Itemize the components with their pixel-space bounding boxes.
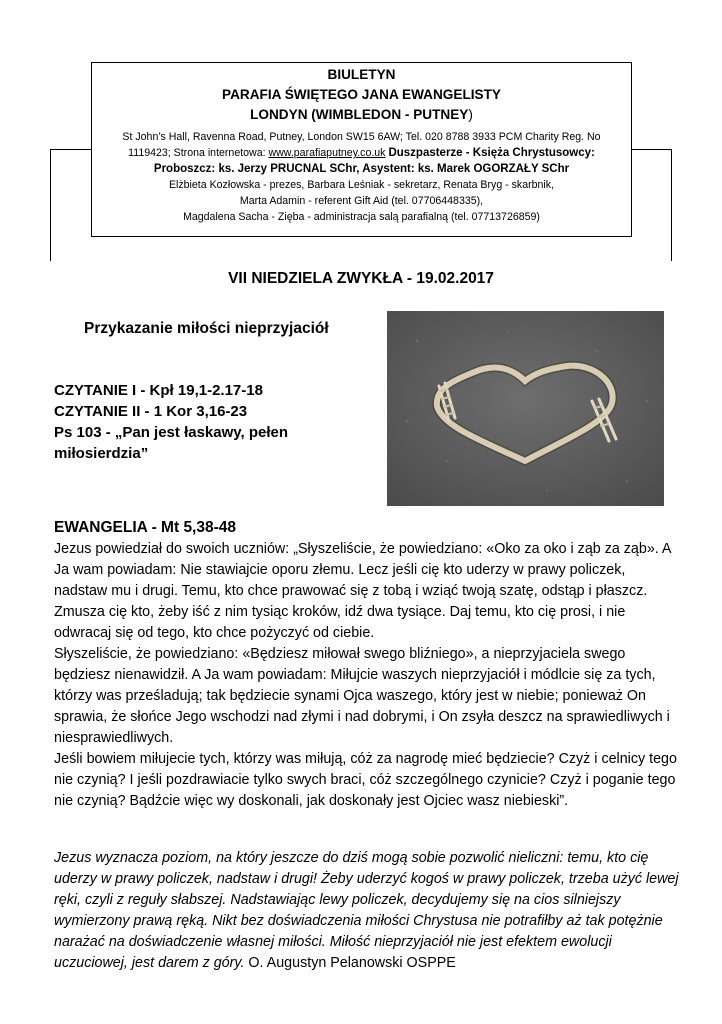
council-line-3: Magdalena Sacha - Zięba - administracja salą parafialną (tel. 07713726859) [183,211,540,223]
heart-photo [387,311,664,506]
parish-name: PARAFIA ŚWIĘTEGO JANA EWANGELISTY [222,87,501,102]
commentary [54,848,680,974]
commentary-text: Jezus wyznacza poziom, na który jeszcze do dziś mogą sobie pozwolić nieliczni: temu, kto cię uderzy w prawy policzek, nadstaw i drugi! Żeby uderzyć kogoś w prawy policzek, trzeba użyć lewej ręki, czyli z reguły słabszej. Nadstawiając lewy policzek, decydujemy się na cios silniejszy wymierzony prawą ręką. Nikt bez doświadczenia miłości Chrystusa nie potrafiłby aż tak potężnie narażać na doświadczenie własnej miłości. Miłość nieprzyjaciół nie jest efektem ewolucji uczuciowej, jest darem z góry. [54,850,679,971]
bulletin-header [91,62,632,237]
topic-title: Przykazanie miłości nieprzyjaciół [84,320,329,337]
frame-right-vertical [671,149,672,261]
psalm-line-1: Ps 103 - „Pan jest łaskawy, pełen [54,424,289,441]
priests-line: Proboszcz: ks. Jerzy PRUCNAL SChr, Asystent: ks. Marek OGORZAŁY SChr [153,163,570,175]
commentary-author: O. Augustyn Pelanowski OSPPE [248,955,456,971]
parish-location: LONDYN (WIMBLEDON - PUTNEY) [250,107,473,122]
reading-1: CZYTANIE I - Kpł 19,1-2.17-18 [54,382,263,399]
gospel-paragraph-1: Jezus powiedział do swoich uczniów: „Słyszeliście, że powiedziano: «Oko za oko i ząb za ząb». A Ja wam powiadam: Nie stawiajcie oporu złemu. Lecz jeśli cię kto uderzy w prawy policzek, nadstaw mu i drugi. Temu, kto chce prawować się z tobą i wziąć twoją szatę, odstąp i płaszcz. Zmusza cię kto, żeby iść z nim tysiąc kroków, idź dwa tysiące. Daj temu, kto cię prosi, i nie odwracaj się od tego, kto chce pożyczyć od ciebie. [54,541,671,641]
psalm-line-2: miłosierdzia” [54,445,149,462]
website-link[interactable]: www.parafiaputney.co.uk [268,147,386,159]
parish-address: St John’s Hall, Ravenna Road, Putney, London SW15 6AW; Tel. 020 8788 3933 PCM Charity Reg. No [122,131,601,143]
bulletin-title: BIULETYN [327,67,396,82]
parish-website-line: 1119423; Strona internetowa: www.parafiaputney.co.uk Duszpasterze - Księża Chrystusowcy: [128,147,595,159]
council-line-1: Elżbieta Kozłowska - prezes, Barbara Leśniak - sekretarz, Renata Bryg - skarbnik, [168,179,555,191]
council-line-2: Marta Adamin - referent Gift Aid (tel. 07706448335), [239,195,484,207]
gospel-paragraph-3: Jeśli bowiem miłujecie tych, którzy was miłują, cóż za nagrodę mieć będziecie? Czyż i celnicy tego nie czynią? I jeśli pozdrawiacie tylko swych braci, cóż szczególnego czynicie? Czyż i poganie tego nie czynią? Bądźcie więc wy doskonali, jak doskonały jest Ojciec wasz niebieski”. [54,751,677,809]
frame-left-vertical [50,149,51,261]
gospel-paragraph-2: Słyszeliście, że powiedziano: «Będziesz miłował swego bliźniego», a nieprzyjaciela swego będziesz nienawidził. A Ja wam powiadam: Miłujcie waszych nieprzyjaciół i módlcie się za tych, którzy was prześladują; tak będziecie synami Ojca waszego, który jest w niebie; ponieważ On sprawia, że słońce Jego wschodzi nad złymi i nad dobrymi, i On zsyła deszcz na sprawiedliwych i niesprawiedliwych. [54,646,670,746]
gospel-text [54,539,680,812]
readings-list [54,380,344,464]
sunday-title: VII NIEDZIELA ZWYKŁA - 19.02.2017 [228,270,494,287]
gospel-title: EWANGELIA - Mt 5,38-48 [54,519,237,536]
frame-left-line [50,149,91,150]
reading-2: CZYTANIE II - 1 Kor 3,16-23 [54,403,248,420]
frame-right-line [632,149,672,150]
